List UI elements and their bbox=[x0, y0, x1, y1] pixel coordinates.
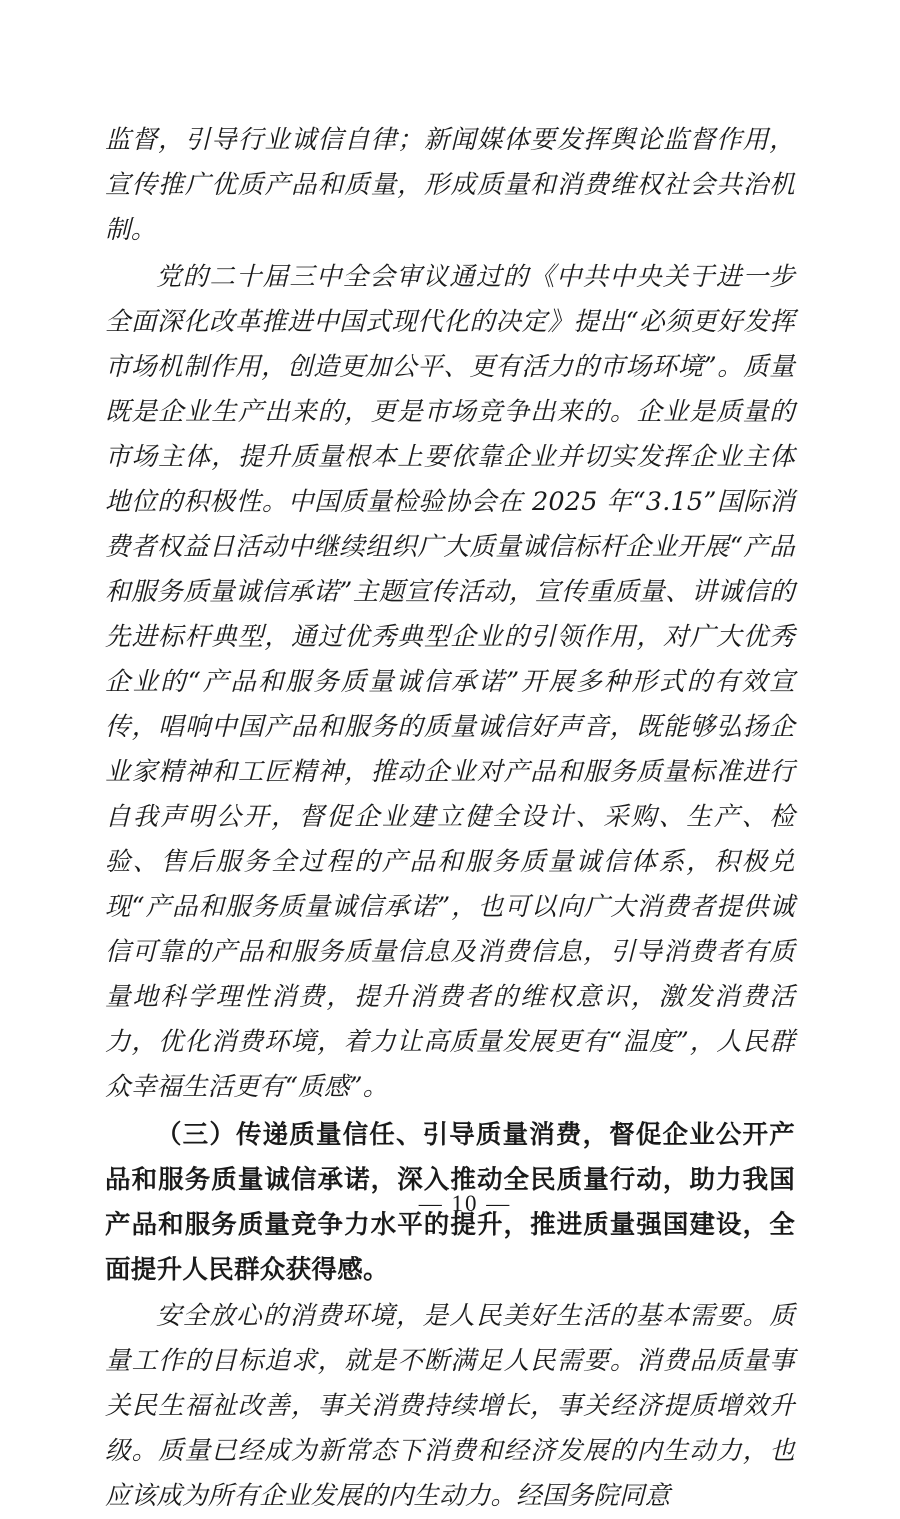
heading-section-three: （三）传递质量信任、引导质量消费，督促企业公开产品和服务质量诚信承诺，深入推动全民质量行动，助力我国产品和服务质量竞争力水平的提升，推进质量强国建设，全面提升人民群众获得感。 bbox=[105, 1120, 795, 1284]
page-number: — 10 — bbox=[418, 1191, 512, 1216]
paragraph-consumer-environment: 安全放心的消费环境，是人民美好生活的基本需要。质量工作的目标追求，就是不断满足人民需要。消费品质量事关民生福祉改善，事关消费持续增长，事关经济提质增效升级。质量已经成为新常态下消费和经济发展的内生动力，也应该成为所有企业发展的内生动力。经国务院同意 bbox=[105, 1301, 795, 1511]
paragraph-continuation: 监督，引导行业诚信自律；新闻媒体要发挥舆论监督作用，宣传推广优质产品和质量，形成质量和消费维权社会共治机制。 bbox=[105, 125, 795, 245]
document-body bbox=[105, 118, 795, 1519]
paragraph-reform-decision: 党的二十届三中全会审议通过的《中共中央关于进一步全面深化改革推进中国式现代化的决定》提出“必须更好发挥市场机制作用，创造更加公平、更有活力的市场环境”。质量既是企业生产出来的，更是市场竞争出来的。企业是质量的市场主体，提升质量根本上要依靠企业并切实发挥企业主体地位的积极性。中国质量检验协会在 2025 年“3.15”国际消费者权益日活动中继续组织广大质量诚信标杆企业开展“产品和服务质量诚信承诺”主题宣传活动，宣传重质量、讲诚信的先进标杆典型，通过优秀典型企业的引领作用，对广大优秀企业的“产品和服务质量诚信承诺”开展多种形式的有效宣传，唱响中国产品和服务的质量诚信好声音，既能够弘扬企业家精神和工匠精神，推动企业对产品和服务质量标准进行自我声明公开，督促企业建立健全设计、采购、生产、检验、售后服务全过程的产品和服务质量诚信体系，积极兑现“产品和服务质量诚信承诺”，也可以向广大消费者提供诚信可靠的产品和服务质量信息及消费信息，引导消费者有质量地科学理性消费，提升消费者的维权意识，激发消费活力，优化消费环境，着力让高质量发展更有“温度”，人民群众幸福生活更有“质感”。 bbox=[105, 262, 795, 1102]
